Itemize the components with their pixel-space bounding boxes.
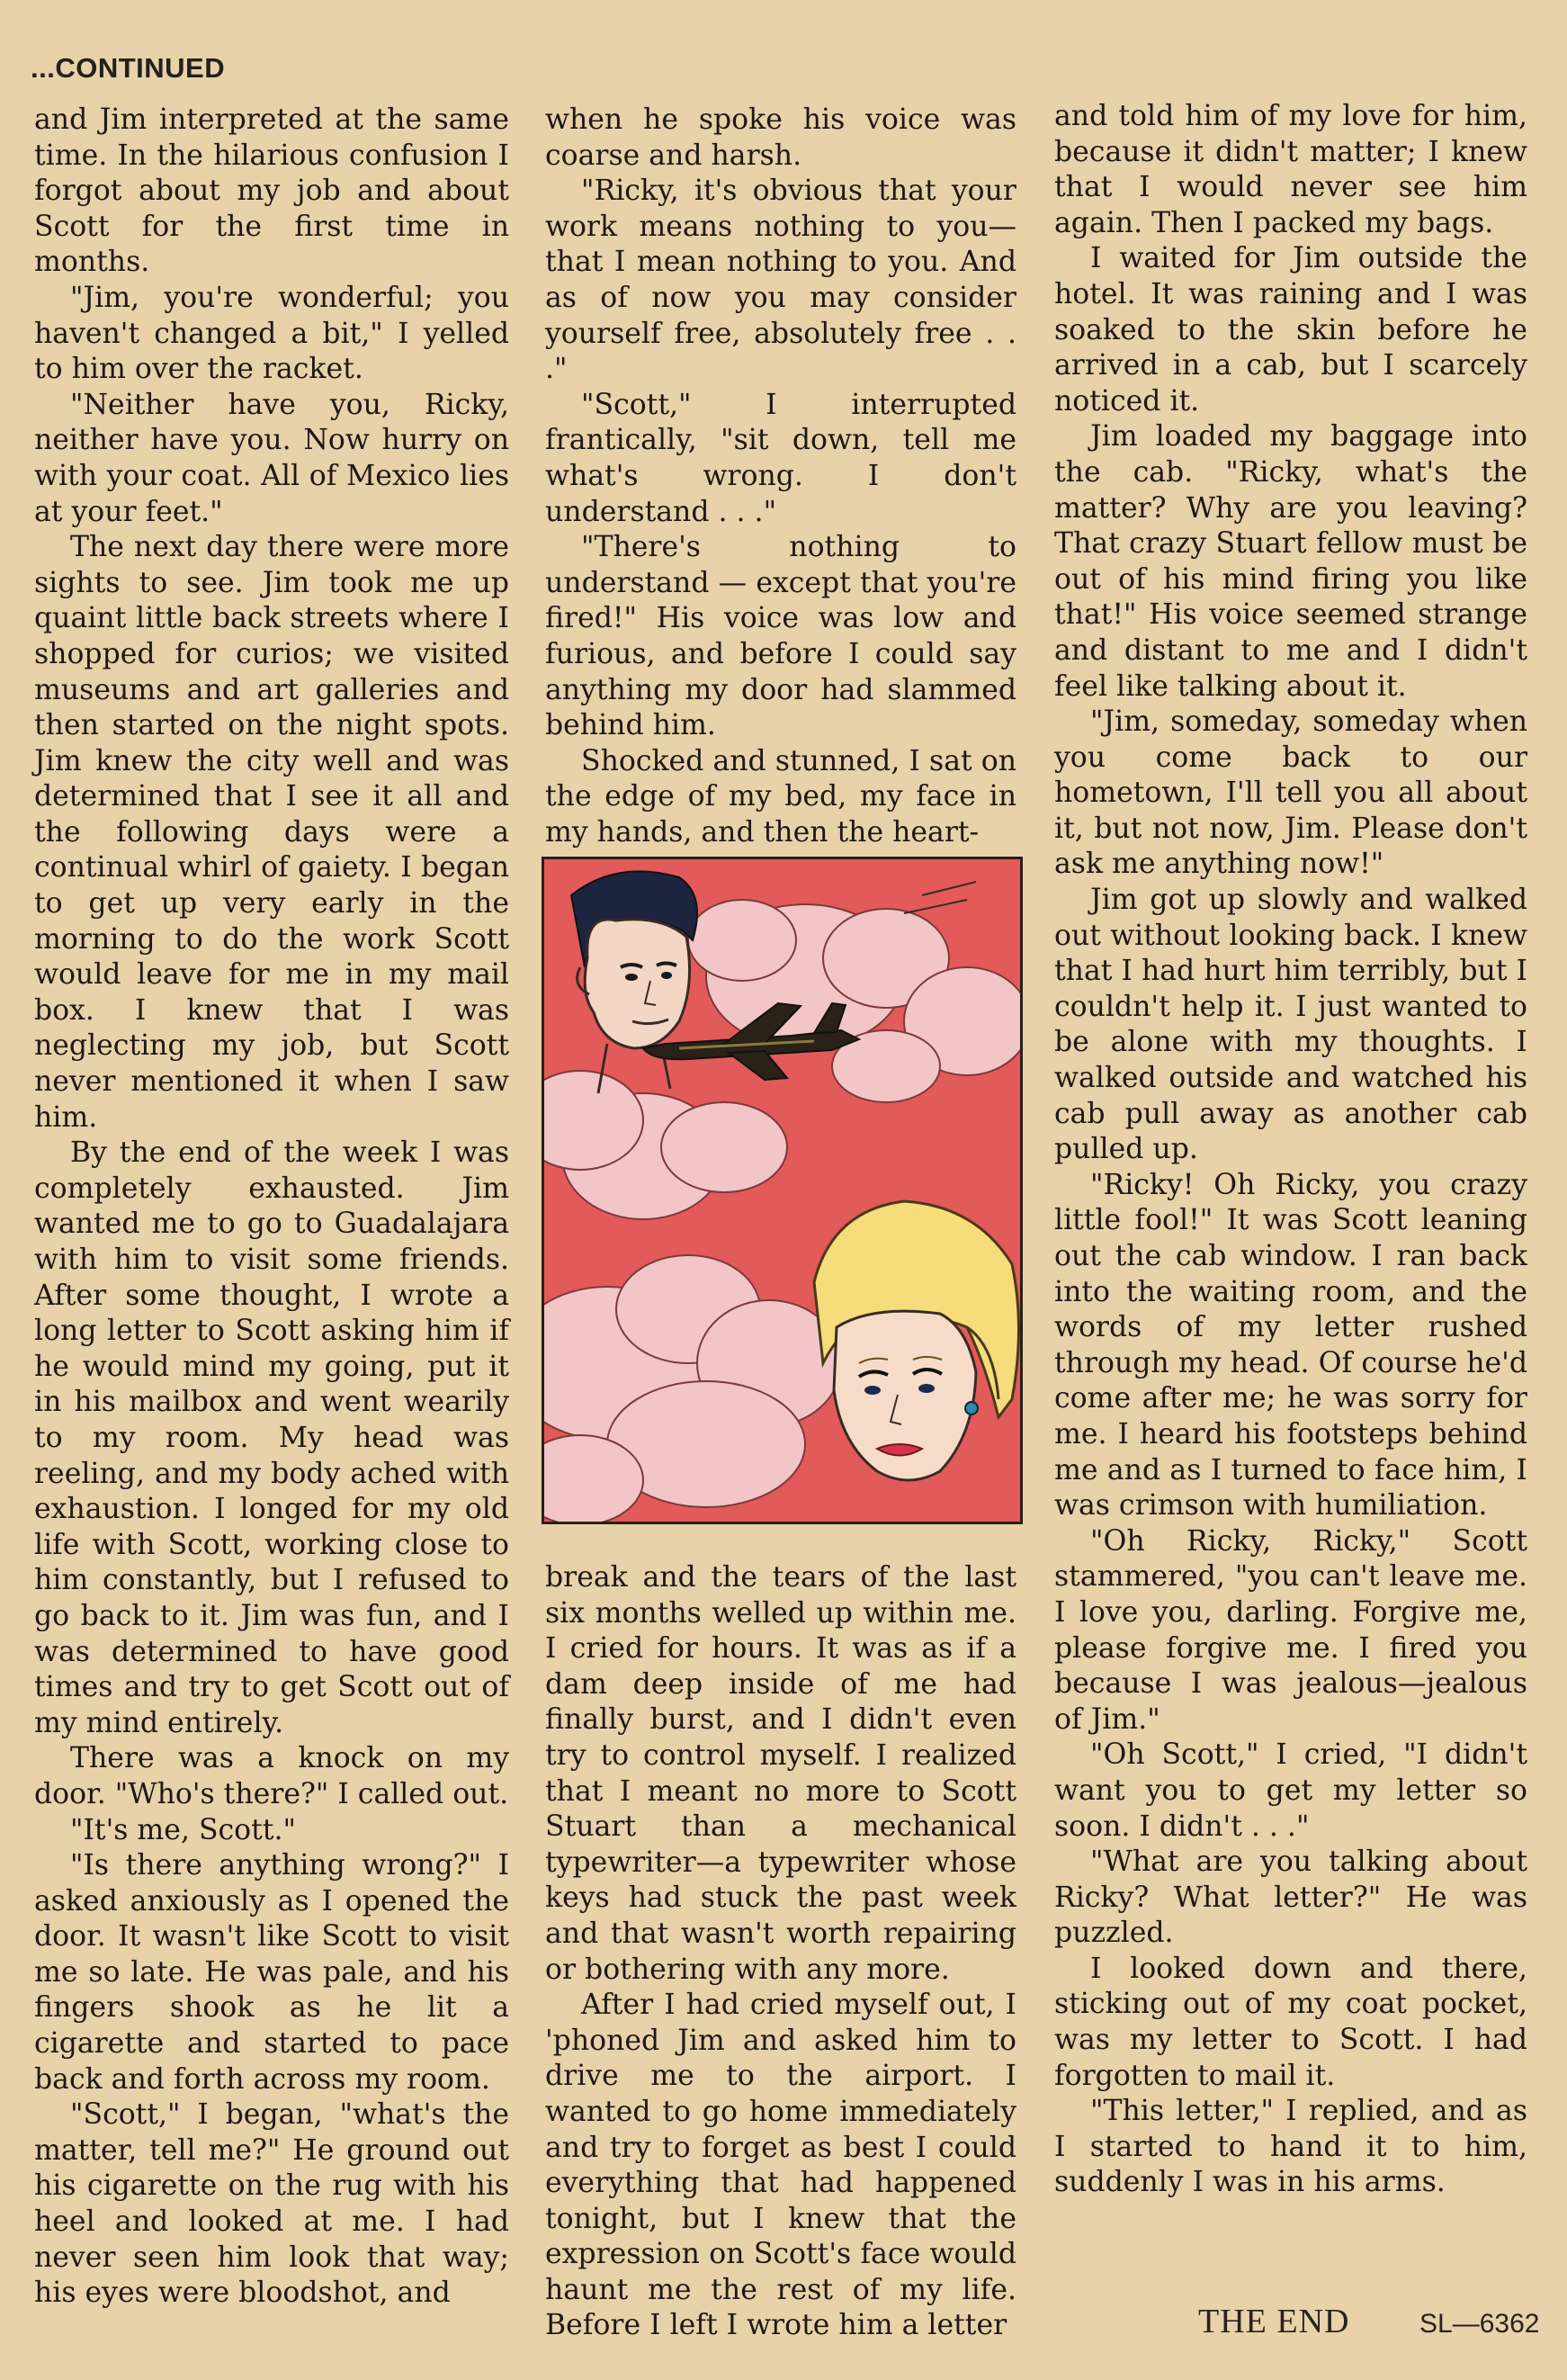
paragraph: "Is there anything wrong?" I asked anxiously as I opened the door. It wasn't like Scott to visit me so late. He was pale, and his fingers shook as he lit a cigarette and started to pace back and forth across my room. [34, 1849, 509, 2096]
story-code: SL—6362 [1419, 2309, 1540, 2339]
paragraph: "Ricky! Oh Ricky, you crazy little fool!" It was Scott leaning out the cab window. I ran back into the waiting room, and the words of my letter rushed through my head. Of course he'd come after me; he was sorry for me. I heard his footsteps behind me and as I turned to face him, I was crimson with humiliation. [1054, 1168, 1527, 1522]
paragraph: "What are you talking about Ricky? What letter?" He was puzzled. [1054, 1846, 1527, 1950]
paragraph: By the end of the week I was completely exhausted. Jim wanted me to go to Guadalajara with him to visit some friends. After some thought, I wrote a long letter to Scott asking him if he would mind my going, put it in his mailbox and went wearily to my room. My head was reeling, and my body ached with exhaustion. I longed for my old life with Scott, working close to him constantly, but I refused to go back to it. Jim was fun, and I was determined to have good times and try to get Scott out of my mind entirely. [34, 1136, 509, 1739]
story-column-2-bottom [545, 1560, 1016, 2344]
paragraph: "Ricky, it's obvious that your work means nothing to you—that I mean nothing to you. And as of now you may consider yourself free, absolutely free . . ." [545, 175, 1016, 386]
paragraph: break and the tears of the last six months welled up within me. I cried for hours. It was as if a dam deep inside of me had finally burst, and I didn't even try to control myself. I realized that I meant no more to Scott Stuart than a mechanical typewriter—a typewriter whose keys had stuck the past week and that wasn't worth repairing or bothering with any more. [545, 1561, 1016, 1986]
story-column-1 [34, 103, 509, 2312]
illustration-man-woman-airplane [544, 859, 1020, 1522]
paragraph: "Neither have you, Ricky, neither have you. Now hurry on with your coat. All of Mexico lies at your feet." [34, 388, 509, 528]
paragraph: "There's nothing to understand — except that you're fired!" His voice was low and furious, and before I could say anything my door had slammed behind him. [545, 531, 1016, 742]
paragraph: After I had cried myself out, I 'phoned Jim and asked him to drive me to the airport. I wanted to go home immediately and try to forget as best I could everything that had happened tonight, but I knew that the expression on Scott's face would haunt me the rest of my life. Before I left I wrote him a letter [545, 1989, 1016, 2342]
paragraph: "Scott," I interrupted frantically, "sit down, tell me what's wrong. I don't understand . . ." [545, 388, 1016, 528]
paragraph: "Scott," I began, "what's the matter, tell me?" He ground out his cigarette on the rug with his heel and looked at me. I had never seen him look that way; his eyes were bloodshot, and [34, 2098, 509, 2310]
paragraph: I waited for Jim outside the hotel. It was raining and I was soaked to the skin before he arrived in a cab, but I scarcely noticed it. [1054, 242, 1527, 418]
paragraph: "Jim, you're wonderful; you haven't changed a bit," I yelled to him over the racket. [34, 281, 509, 386]
paragraph: Jim got up slowly and walked out without looking back. I knew that I had hurt him terribly, but I couldn't help it. I just wanted to be alone with my thoughts. I walked outside and watched his cab pull away as another cab pulled up. [1054, 884, 1527, 1166]
story-column-3 [1054, 99, 1527, 2201]
paragraph: when he spoke his voice was coarse and harsh. [545, 103, 1016, 172]
paragraph: Shocked and stunned, I sat on the edge of my bed, my face in my hands, and then the heart- [545, 744, 1016, 849]
paragraph: The next day there were more sights to see. Jim took me up quaint little back streets where I shopped for curios; we visited museums and art galleries and then started on the night spots. Jim knew the city well and was determined that I see it all and the following days were a continual whirl of gaiety. I began to get up very early in the morning to do the work Scott would leave for me in my mail box. I knew that I was neglecting my job, but Scott never mentioned it when I saw him. [34, 531, 509, 1134]
paragraph: "This letter," I replied, and as I started to hand it to him, suddenly I was in his arms. [1054, 2095, 1527, 2199]
paragraph: "Oh Scott," I cried, "I didn't want you to get my letter so soon. I didn't . . ." [1054, 1738, 1527, 1843]
paragraph: "It's me, Scott." [70, 1813, 296, 1846]
comic-illustration-panel [542, 857, 1023, 1524]
paragraph: I looked down and there, sticking out of my coat pocket, was my letter to Scott. I had forgotten to mail it. [1054, 1952, 1527, 2092]
paragraph: "Oh Ricky, Ricky," Scott stammered, "you can't leave me. I love you, darling. Forgive me, please forgive me. I fired you because I was jealous—jealous of Jim." [1054, 1524, 1527, 1736]
continued-label: ...CONTINUED [31, 52, 226, 84]
paragraph: There was a knock on my door. "Who's there?" I called out. [34, 1742, 509, 1810]
story-column-2-top [545, 103, 1016, 850]
the-end-label: THE END [1198, 2303, 1350, 2340]
paragraph: and Jim interpreted at the same time. In the hilarious confusion I forgot about my job and about Scott for the first time in months. [34, 103, 509, 279]
paragraph: "Jim, someday, someday when you come back to our hometown, I'll tell you all about it, but not now, Jim. Please don't ask me anything now!" [1054, 705, 1527, 881]
paragraph: and told him of my love for him, because it didn't matter; I knew that I would never see him again. Then I packed my bags. [1054, 100, 1527, 239]
paragraph: Jim loaded my baggage into the cab. "Ricky, what's the matter? Why are you leaving? That crazy Stuart fellow must be out of his mind firing you like that!" His voice seemed strange and distant to me and I didn't feel like talking about it. [1054, 420, 1527, 703]
